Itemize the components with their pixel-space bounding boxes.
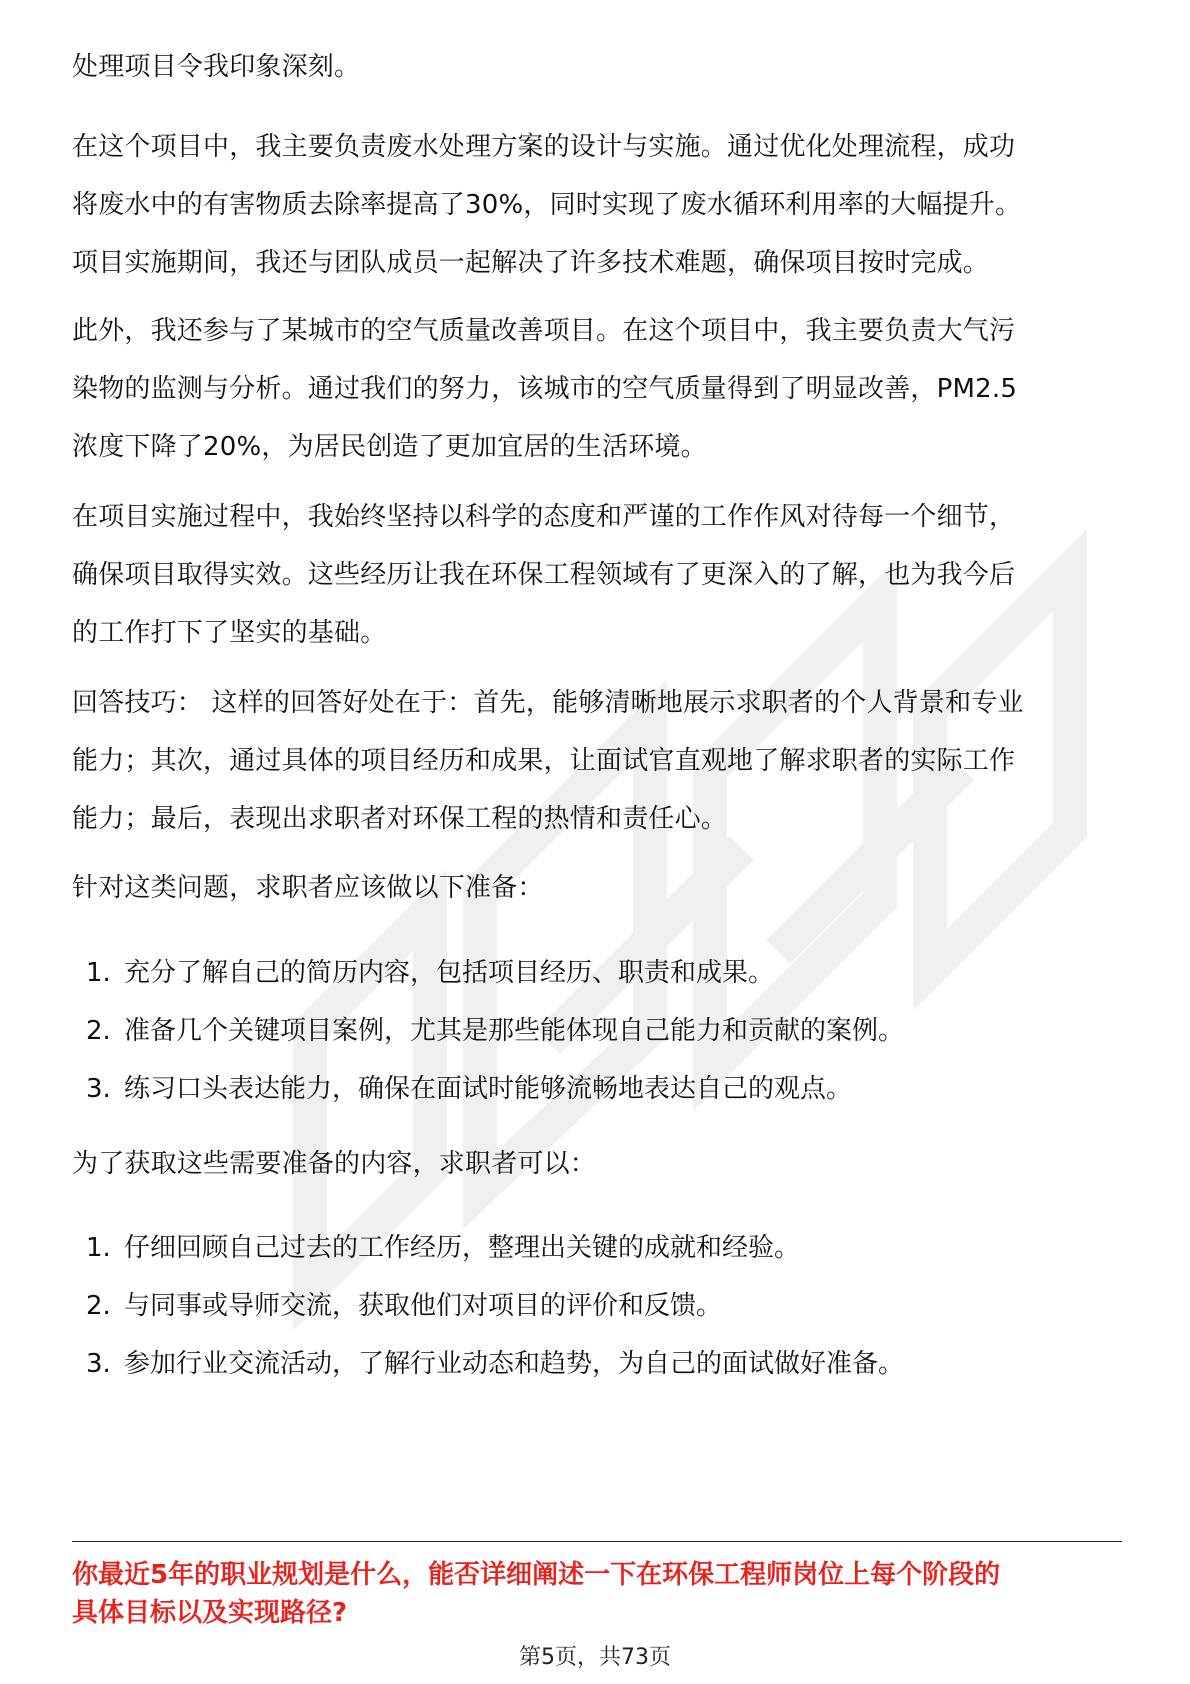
list-number: 1. — [86, 958, 111, 988]
preparation-list — [72, 944, 1122, 1118]
list-item — [72, 1335, 1122, 1393]
list-item — [72, 944, 1122, 1002]
list-item — [72, 1219, 1122, 1277]
text-line: 将废水中的有害物质去除率提高了30%，同时实现了废水循环利用率的大幅提升。 — [72, 190, 1022, 220]
list-item — [72, 1002, 1122, 1060]
text-line: 能力；最后，表现出求职者对环保工程的热情和责任心。 — [72, 804, 728, 834]
list-text: 准备几个关键项目案例，尤其是那些能体现自己能力和贡献的案例。 — [124, 1016, 905, 1046]
list-number: 3. — [86, 1074, 111, 1104]
paragraph-answer-tips — [72, 674, 1122, 848]
text-line: 在项目实施过程中，我始终坚持以科学的态度和严谨的工作作风对待每一个细节， — [72, 502, 1016, 532]
text-line: 能力；其次，通过具体的项目经历和成果，让面试官直观地了解求职者的实际工作 — [72, 746, 1016, 776]
list-number: 2. — [86, 1016, 111, 1046]
paragraph-gathering-intro — [72, 1135, 1122, 1193]
list-item — [72, 1060, 1122, 1118]
text-line: 为了获取这些需要准备的内容，求职者可以： — [72, 1149, 597, 1179]
paragraph-wastewater-project — [72, 118, 1122, 292]
paragraph-intro-end — [72, 38, 1122, 96]
text-line: 的工作打下了坚实的基础。 — [72, 618, 387, 648]
list-number: 2. — [86, 1291, 111, 1321]
paragraph-air-quality-project — [72, 302, 1122, 476]
text-line: 确保项目取得实效。这些经历让我在环保工程领域有了更深入的了解，也为我今后 — [72, 560, 1016, 590]
text-line: 此外，我还参与了某城市的空气质量改善项目。在这个项目中，我主要负责大气污 — [72, 316, 1016, 346]
list-number: 3. — [86, 1349, 111, 1379]
interview-question-heading — [72, 1556, 1122, 1632]
list-item — [72, 1277, 1122, 1335]
text-line: 项目实施期间，我还与团队成员一起解决了许多技术难题，确保项目按时完成。 — [72, 248, 990, 278]
list-number: 1. — [86, 1233, 111, 1263]
text-line: 针对这类问题，求职者应该做以下准备： — [72, 873, 544, 903]
page-number-footer: 第5页，共73页 — [519, 1645, 671, 1670]
text-line: 染物的监测与分析。通过我们的努力，该城市的空气质量得到了明显改善，PM2.5 — [72, 374, 1018, 404]
question-line: 你最近5年的职业规划是什么，能否详细阐述一下在环保工程师岗位上每个阶段的 — [72, 1560, 1001, 1590]
question-line: 具体目标以及实现路径? — [72, 1598, 348, 1628]
text-line: 回答技巧： 这样的回答好处在于：首先，能够清晰地展示求职者的个人背景和专业 — [72, 688, 1024, 718]
list-text: 仔细回顾自己过去的工作经历，整理出关键的成就和经验。 — [124, 1233, 801, 1263]
paragraph-implementation — [72, 488, 1122, 662]
paragraph-preparation-intro — [72, 859, 1122, 917]
list-text: 与同事或导师交流，获取他们对项目的评价和反馈。 — [124, 1291, 723, 1321]
gathering-list — [72, 1219, 1122, 1393]
list-text: 练习口头表达能力，确保在面试时能够流畅地表达自己的观点。 — [124, 1074, 853, 1104]
list-text: 充分了解自己的简历内容，包括项目经历、职责和成果。 — [124, 958, 775, 988]
text-line: 处理项目令我印象深刻。 — [72, 52, 361, 82]
text-line: 在这个项目中，我主要负责废水处理方案的设计与实施。通过优化处理流程，成功 — [72, 132, 1016, 162]
list-text: 参加行业交流活动，了解行业动态和趋势，为自己的面试做好准备。 — [124, 1349, 905, 1379]
section-divider — [72, 1541, 1122, 1542]
text-line: 浓度下降了20%，为居民创造了更加宜居的生活环境。 — [72, 432, 707, 462]
